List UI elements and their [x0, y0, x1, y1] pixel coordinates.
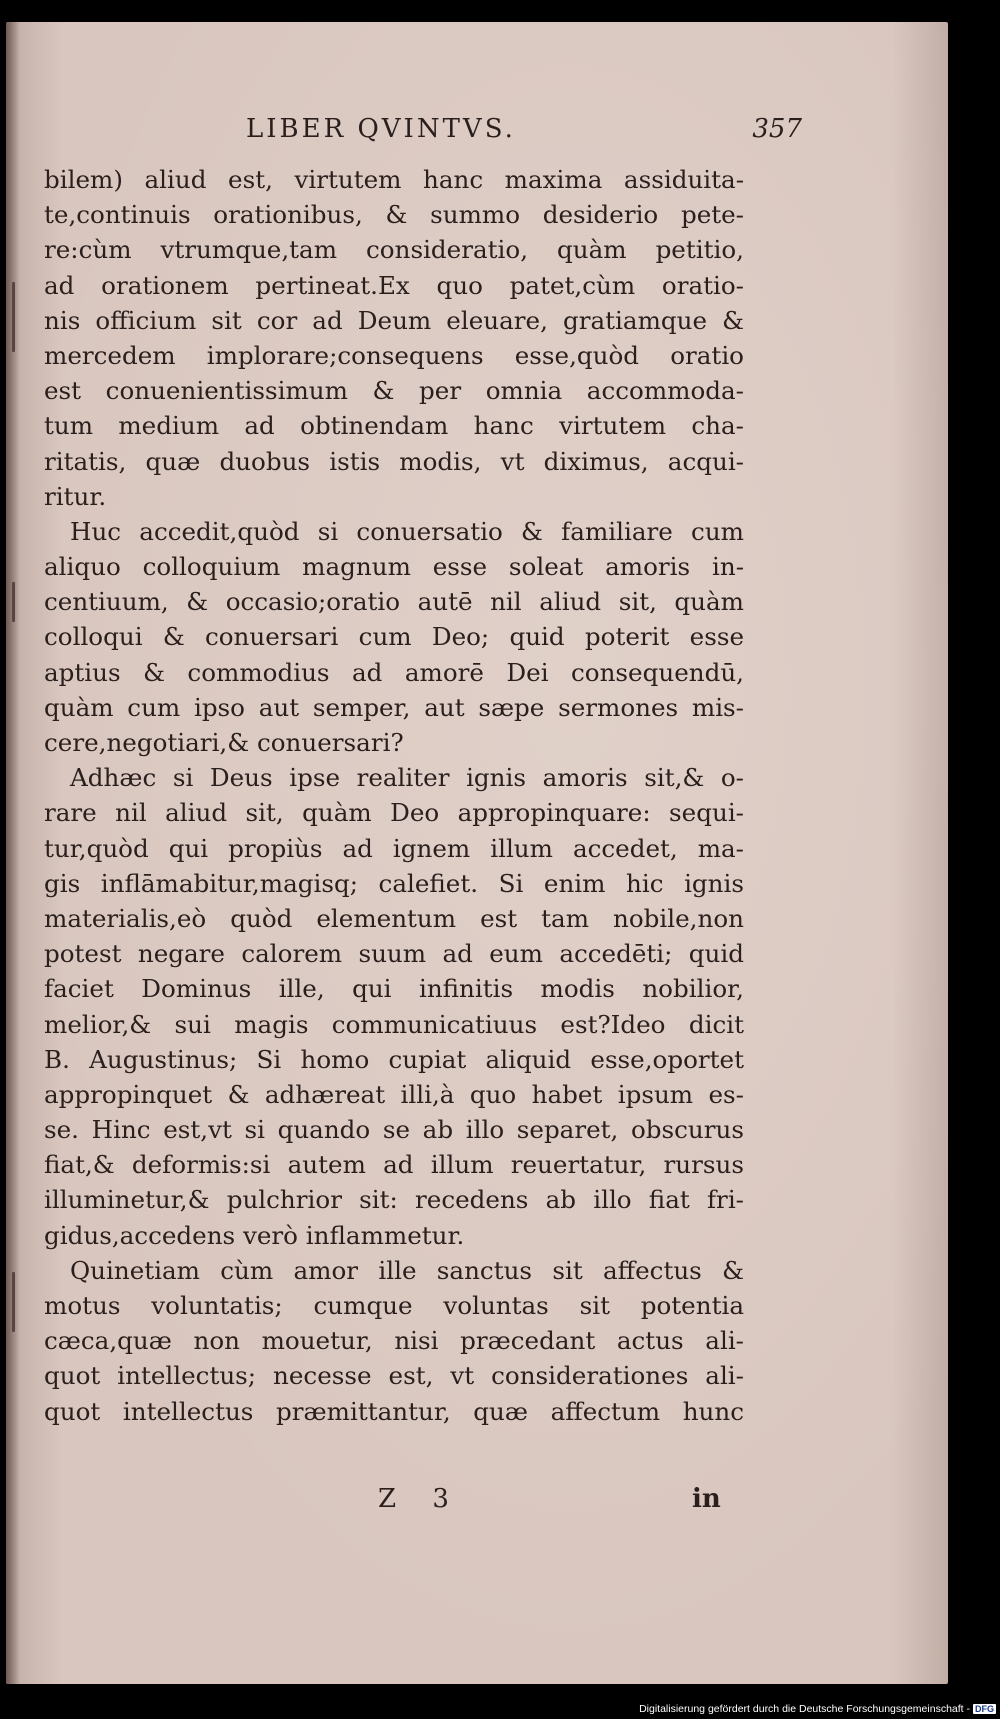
page-gutter-shadow [6, 22, 20, 1684]
text-line: faciet Dominus ille, qui infinitis modis nobilior, [44, 974, 744, 1004]
signature-mark: Z 3 [378, 1484, 463, 1514]
text-line: bilem) aliud est, virtutem hanc maxima assiduita- [44, 165, 744, 194]
text-line: melior,& sui magis communicatiuus est?Ideo dicit [44, 1009, 744, 1039]
digitization-credit [639, 1703, 996, 1715]
text-line: aptius & commodius ad amorē Dei consequendū, [44, 657, 744, 687]
book-page [6, 22, 948, 1684]
text-line: quàm cum ipso aut semper, aut sæpe sermones mis- [44, 692, 744, 722]
text-line: B. Augustinus; Si homo cupiat aliquid esse,oportet [44, 1044, 744, 1074]
text-line: fiat,& deformis:si autem ad illum reuertatur, rursus [44, 1150, 744, 1180]
text-line: tur,quòd qui propiùs ad ignem illum accedet, ma- [44, 833, 744, 863]
dfg-logo-icon: DFG [975, 1704, 994, 1715]
text-line: cere,negotiari,& conuersari? [44, 728, 404, 757]
edge-mark [12, 282, 15, 352]
credit-text: Digitalisierung gefördert durch die Deutsche Forschungsgemeinschaft - [639, 1703, 970, 1715]
text-line: se. Hinc est,vt si quando se ab illo separet, obscurus [44, 1115, 744, 1145]
page-number: 357 [752, 114, 802, 144]
text-line: ad orationem pertineat.Ex quo patet,cùm oratio- [44, 270, 744, 300]
text-line: cæca,quæ non mouetur, nisi præcedant actus ali- [44, 1326, 744, 1356]
text-line: ritatis, quæ duobus istis modis, vt diximus, acqui- [44, 446, 744, 476]
running-title: LIBER QVINTVS. [246, 114, 516, 144]
text-line: Huc accedit,quòd si conuersatio & familiare cum [70, 516, 744, 546]
text-line: gidus,accedens verò inflammetur. [44, 1220, 465, 1250]
text-line: appropinquet & adhæreat illi,à quo habet ipsum es- [44, 1079, 744, 1109]
edge-mark [12, 582, 15, 622]
text-line: materialis,eò quòd elementum est tam nobile,non [44, 903, 744, 933]
text-line: potest negare calorem suum ad eum accedēti; quid [44, 939, 744, 969]
text-line: motus voluntatis; cumque voluntas sit potentia [44, 1291, 744, 1320]
text-line: rare nil aliud sit, quàm Deo appropinquare: sequi- [44, 798, 744, 828]
text-line: illuminetur,& pulchrior sit: recedens ab illo fiat fri- [44, 1185, 744, 1215]
text-line: re:cùm vtrumque,tam consideratio, quàm petitio, [44, 235, 744, 265]
text-line: te,continuis orationibus, & summo desiderio pete- [44, 200, 744, 230]
text-line: quot intellectus; necesse est, vt considerationes ali- [44, 1361, 744, 1391]
text-line: colloqui & conuersari cum Deo; quid poterit esse [44, 622, 744, 652]
text-line: tum medium ad obtinendam hanc virtutem cha- [44, 411, 744, 441]
catchword: in [692, 1484, 721, 1514]
body-text [44, 162, 744, 1429]
text-line: centiuum, & occasio;oratio autē nil aliud sit, quàm [44, 587, 744, 617]
text-line: mercedem implorare;consequens esse,quòd oratio [44, 340, 744, 370]
text-line: aliquo colloquium magnum esse soleat amoris in- [44, 552, 744, 582]
text-line: gis inflāmabitur,magisq; calefiet. Si enim hic ignis [44, 868, 744, 898]
text-line: quot intellectus præmittantur, quæ affectum hunc [44, 1396, 744, 1426]
text-line: nis officium sit cor ad Deum eleuare, gratiamque & [44, 305, 744, 335]
text-line: est conuenientissimum & per omnia accommoda- [44, 376, 744, 406]
edge-mark [12, 1272, 15, 1332]
text-line: Adhæc si Deus ipse realiter ignis amoris sit,& o- [70, 763, 744, 793]
text-line: ritur. [44, 481, 107, 511]
text-line: Quinetiam cùm amor ille sanctus sit affectus & [70, 1255, 744, 1285]
